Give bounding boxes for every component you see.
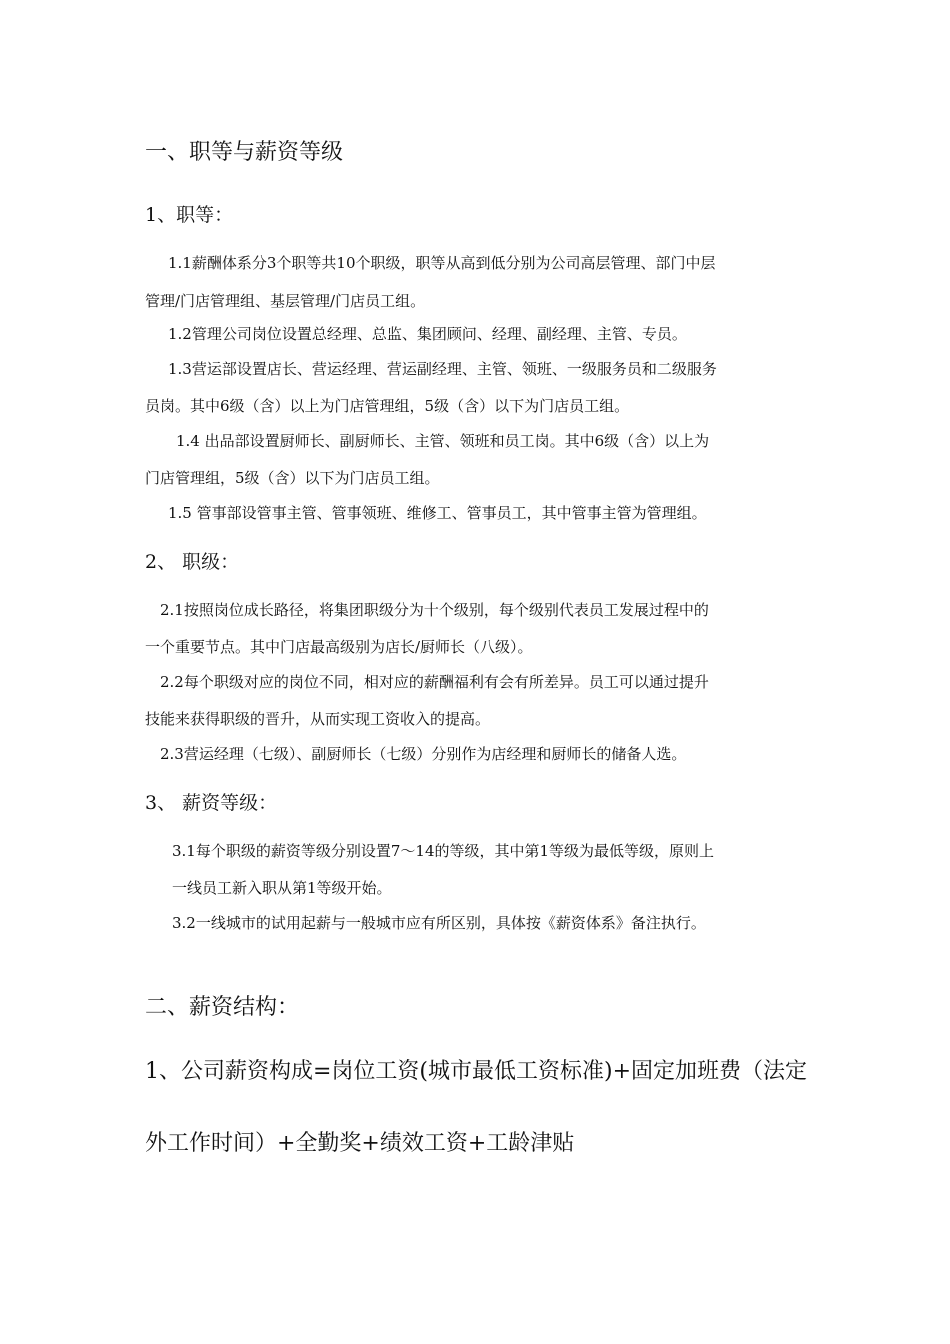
paragraph-3-1-line-2: 一线员工新入职从第1等级开始。: [172, 879, 392, 897]
paragraph-3-1-line-1: 3.1每个职级的薪资等级分别设置7～14的等级，其中第1等级为最低等级，原则上: [172, 842, 715, 860]
section-1-title: 一、职等与薪资等级: [145, 140, 344, 165]
paragraph-1-1-line-2: 管理/门店管理组、基层管理/门店员工组。: [145, 292, 426, 310]
paragraph-3-2: 3.2一线城市的试用起薪与一般城市应有所区别，具体按《薪资体系》备注执行。: [172, 914, 706, 932]
salary-formula-line-2: 外工作时间）+全勤奖+绩效工资+工龄津贴: [145, 1131, 575, 1156]
paragraph-2-3: 2.3营运经理（七级）、副厨师长（七级）分别作为店经理和厨师长的储备人选。: [160, 745, 687, 763]
subsection-3-heading: 3、 薪资等级：: [145, 792, 278, 814]
section-2-title: 二、薪资结构：: [145, 995, 300, 1020]
paragraph-2-1-line-2: 一个重要节点。其中门店最高级别为店长/厨师长（八级）。: [145, 638, 533, 656]
paragraph-1-3-line-1: 1.3营运部设置店长、营运经理、营运副经理、主管、领班、一级服务员和二级服务: [168, 360, 717, 378]
paragraph-1-5: 1.5 管事部设管事主管、管事领班、维修工、管事员工，其中管事主管为管理组。: [168, 504, 707, 522]
subsection-2-heading: 2、 职级：: [145, 551, 240, 573]
paragraph-2-1-line-1: 2.1按照岗位成长路径，将集团职级分为十个级别，每个级别代表员工发展过程中的: [160, 601, 709, 619]
paragraph-1-1-line-1: 1.1薪酬体系分3个职等共10个职级，职等从高到低分别为公司高层管理、部门中层: [168, 254, 716, 272]
paragraph-1-4-line-2: 门店管理组，5级（含）以下为门店员工组。: [145, 469, 440, 487]
paragraph-2-2-line-1: 2.2每个职级对应的岗位不同，相对应的薪酬福利有会有所差异。员工可以通过提升: [160, 673, 709, 691]
paragraph-1-4-line-1: 1.4 出品部设置厨师长、副厨师长、主管、领班和员工岗。其中6级（含）以上为: [176, 432, 710, 450]
paragraph-1-2: 1.2管理公司岗位设置总经理、总监、集团顾问、经理、副经理、主管、专员。: [168, 325, 687, 343]
salary-formula-line-1: 1、公司薪资构成=岗位工资(城市最低工资标准)+固定加班费（法定: [145, 1059, 808, 1084]
paragraph-2-2-line-2: 技能来获得职级的晋升，从而实现工资收入的提高。: [145, 710, 491, 728]
subsection-1-heading: 1、职等：: [145, 204, 234, 226]
paragraph-1-3-line-2: 员岗。其中6级（含）以上为门店管理组，5级（含）以下为门店员工组。: [145, 397, 630, 415]
